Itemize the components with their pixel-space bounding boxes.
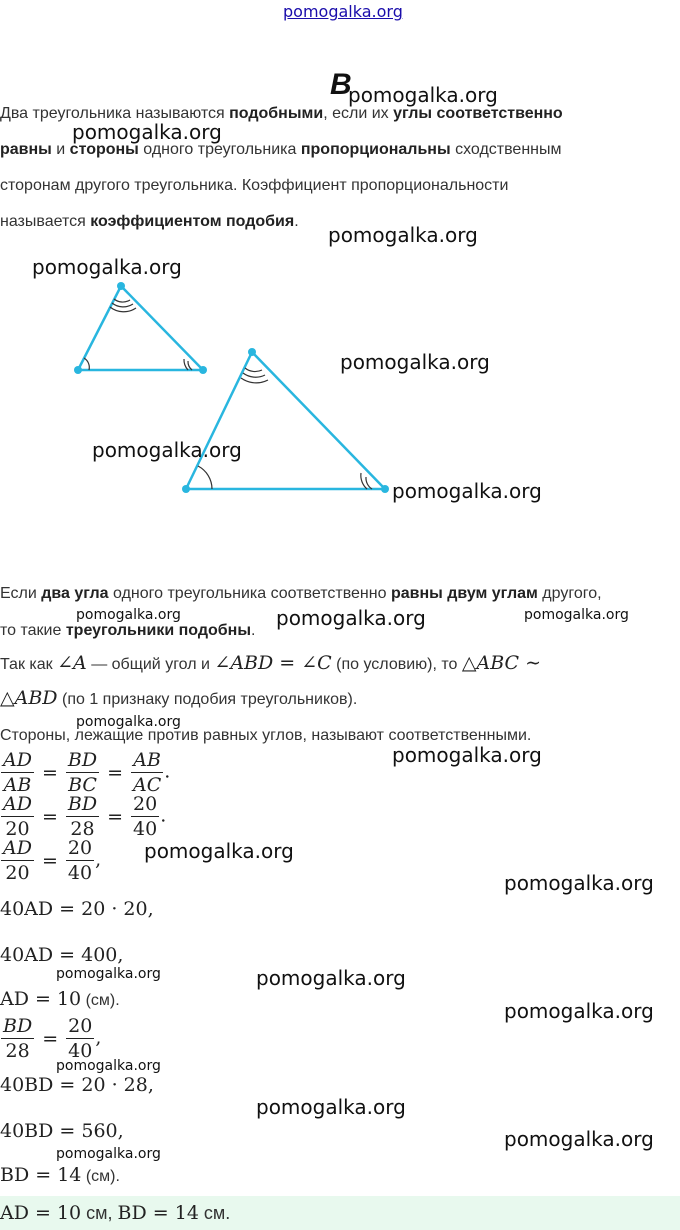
- equation-ad-product: 40AD = 20 · 20,: [0, 898, 154, 920]
- watermark: pomogalka.org: [76, 714, 181, 730]
- angle-mark-double: [188, 361, 192, 370]
- watermark: pomogalka.org: [504, 1127, 654, 1151]
- watermark: pomogalka.org: [392, 743, 542, 767]
- reasoning-line-1: Так как ∠A — общий угол и ∠ABD = ∠C (по условию), то △ABC ∼: [0, 652, 542, 674]
- definition-line-2: равны и стороны одного треугольника пропорциональны сходственным: [0, 141, 562, 158]
- proportion-equation: $\frac{AD}{AB}$ = $\frac{BD}{BC}$ = $\frac{AB}{AC}$ .: [3, 749, 171, 796]
- reasoning-line-2: △ABD (по 1 признаку подобия треугольников).: [0, 687, 358, 709]
- answer-box: [0, 1196, 680, 1230]
- watermark: pomogalka.org: [256, 1095, 406, 1119]
- proportion-values-equation: $\frac{AD}{20}$ = $\frac{BD}{28}$ = $\frac{20}{40}$ .: [3, 793, 167, 840]
- watermark: pomogalka.org: [504, 999, 654, 1023]
- criterion-line-1: Если два угла одного треугольника соответственно равны двум углам другого,: [0, 585, 602, 602]
- task-letter: В: [330, 68, 352, 101]
- criterion-line-2: то такие треугольники подобны.: [0, 622, 256, 639]
- vertex-point: [182, 485, 190, 493]
- site-header-link[interactable]: pomogalka.org: [283, 2, 403, 21]
- angle-mark-single-large: [198, 466, 212, 489]
- corresponding-sides-text: Стороны, лежащие против равных углов, называют соответственными.: [0, 727, 532, 744]
- watermark: pomogalka.org: [144, 839, 294, 863]
- angle-mark-double-large: [366, 477, 372, 489]
- definition-line-1: Два треугольника называются подобными, если их углы соответственно: [0, 105, 563, 122]
- similar-triangles-figure: [0, 270, 420, 510]
- watermark: pomogalka.org: [56, 966, 161, 982]
- definition-line-3: сторонам другого треугольника. Коэффициент пропорциональности: [0, 177, 509, 194]
- angle-mark-triple-large: [245, 368, 262, 372]
- equation-ad-result: AD = 10 (см).: [0, 988, 120, 1010]
- watermark: pomogalka.org: [276, 606, 426, 630]
- vertex-point: [199, 366, 207, 374]
- watermark: pomogalka.org: [32, 255, 182, 279]
- small-triangle: [78, 286, 203, 370]
- vertex-point: [381, 485, 389, 493]
- watermark: pomogalka.org: [392, 479, 542, 503]
- watermark: pomogalka.org: [524, 607, 629, 623]
- bd-proportion-equation: $\frac{BD}{28}$ = $\frac{20}{40}$ ,: [3, 1015, 102, 1062]
- angle-mark-single: [84, 358, 89, 370]
- watermark: pomogalka.org: [56, 1146, 161, 1162]
- watermark: pomogalka.org: [72, 120, 222, 144]
- watermark: pomogalka.org: [56, 1058, 161, 1074]
- ad-proportion-equation: $\frac{AD}{20}$ = $\frac{20}{40}$ ,: [3, 837, 102, 884]
- vertex-point: [74, 366, 82, 374]
- equation-bd-product: 40BD = 20 · 28,: [0, 1074, 154, 1096]
- angle-mark-triple: [114, 299, 130, 302]
- equation-bd-value: 40BD = 560,: [0, 1120, 124, 1142]
- watermark: pomogalka.org: [92, 438, 242, 462]
- watermark: pomogalka.org: [76, 607, 181, 623]
- equation-ad-value: 40AD = 400,: [0, 944, 124, 966]
- answer-text: AD = 10 см, BD = 14 см.: [0, 1202, 231, 1224]
- watermark: pomogalka.org: [340, 350, 490, 374]
- watermark: pomogalka.org: [504, 871, 654, 895]
- definition-line-4: называется коэффициентом подобия.: [0, 213, 299, 230]
- watermark: pomogalka.org: [328, 223, 478, 247]
- watermark: pomogalka.org: [348, 83, 498, 107]
- watermark: pomogalka.org: [256, 966, 406, 990]
- equation-bd-result: BD = 14 (см).: [0, 1164, 120, 1186]
- vertex-point: [248, 348, 256, 356]
- vertex-point: [117, 282, 125, 290]
